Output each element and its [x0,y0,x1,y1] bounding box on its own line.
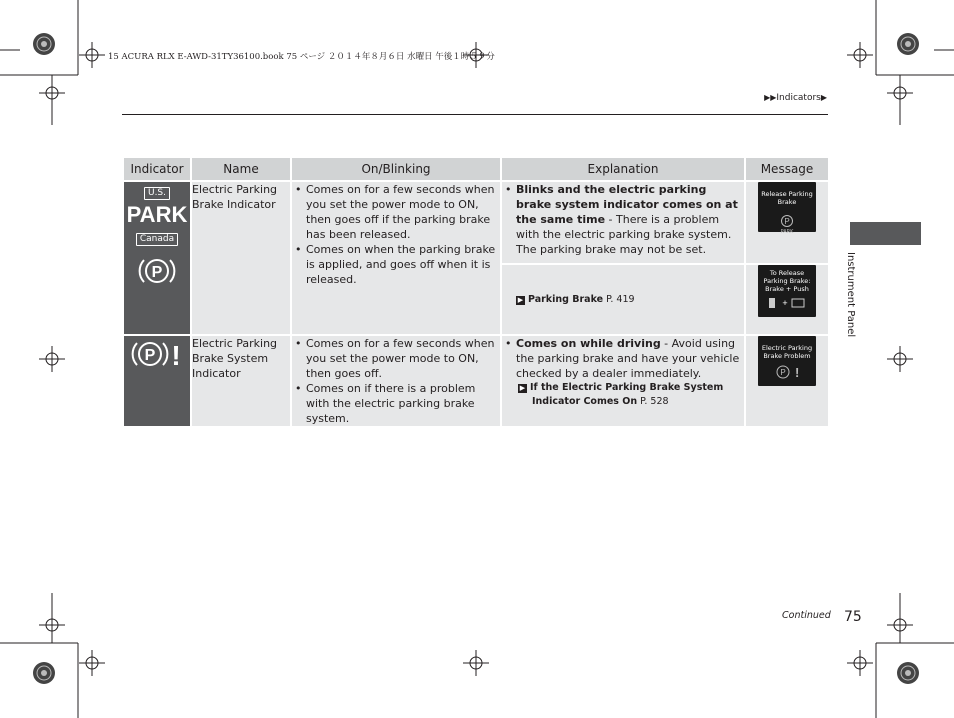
explanation-bold: Blinks and the electric parking brake system indicator comes on at the same time [516,183,738,226]
p-symbol: P [144,347,156,364]
parking-brake-circle-p-icon [124,254,190,292]
breadcrumb-arrow-end: ▶ [820,93,827,102]
breadcrumb[interactable] [764,93,827,103]
xref-title[interactable]: Parking Brake [528,293,604,305]
park-explanation-xref [501,264,745,335]
message-p-icon [758,214,816,230]
message-to-release [745,264,829,335]
list-item: • Comes on for a few seconds when you set the power mode to ON, then goes off. [306,336,500,381]
list-item: • Comes on for a few seconds when you set the power mode to ON, then goes off if the parking brake has been released. [306,182,500,242]
message-sub: PARK [780,229,794,235]
indicator-table [122,156,830,428]
explanation-text: - Avoid using the parking brake and have your vehicle checked by a dealer immediately. [516,337,740,380]
table-header-row [123,157,829,181]
message-brake-problem [745,335,829,427]
xref-parking-brake[interactable] [516,293,744,307]
park-text-icon: PARK [126,202,188,227]
header-explanation: Explanation [501,157,745,181]
message-release-parking-brake [745,181,829,264]
header-name: Name [191,157,291,181]
brake-plus-push-icon [758,296,816,312]
print-info-line: 15 ACURA RLX E-AWD-31TY36100.book 75 ページ ２０１４年８月６日 水曜日 午後１時５９分 [108,52,495,62]
park-on-blinking [291,181,501,335]
page-number: 75 [844,609,862,625]
svg-text:+: + [782,298,788,309]
svg-text:P: P [780,368,786,377]
table-row [123,335,829,427]
header-on-blinking: On/Blinking [291,157,501,181]
park-indicator-name: Electric Parking Brake Indicator [191,181,291,335]
list-item: • Comes on when the parking brake is applied, and goes off when it is released. [306,242,500,287]
explanation-bold: Comes on while driving [516,337,661,350]
list-item: • Comes on if there is a problem with the electric parking brake system. [306,381,500,426]
p-symbol: P [151,264,163,281]
xref-page: P. 419 [603,293,635,305]
exclamation-symbol: ! [171,340,181,371]
park-indicator-cell [123,181,191,335]
list-item [516,182,744,257]
park-explanation-blinking [501,181,745,264]
brake-system-on-blinking [291,335,501,427]
header-indicator: Indicator [123,157,191,181]
header-message: Message [745,157,829,181]
xref-arrow-icon: ▶ [519,384,526,392]
message-warning-icon [758,364,816,382]
brake-system-explanation [501,335,745,427]
continued-label: Continued [782,610,831,621]
xref-arrow-icon: ▶ [517,295,524,304]
section-tab[interactable] [850,222,921,245]
svg-text:!: ! [795,365,800,380]
message-text: Release Parking Brake [761,190,813,206]
xref-brake-system[interactable] [519,381,744,409]
message-text: Electric Parking Brake Problem [761,344,813,360]
svg-text:P: P [784,217,790,226]
message-text: To Release Parking Brake: Brake + Push [763,269,811,294]
xref-page: P. 528 [637,396,669,407]
brake-system-indicator-name: Electric Parking Brake System Indicator [191,335,291,427]
canada-label: Canada [136,233,178,246]
explanation-text: - There is a problem with the electric parking brake system. The parking brake may not be set. [516,213,732,256]
breadcrumb-label[interactable]: Indicators [776,93,821,103]
xref-title[interactable]: If the Electric Parking Brake System Indicator Comes On [530,382,724,407]
header-rule [122,114,828,115]
breadcrumb-arrows: ▶▶ [764,93,777,102]
us-label: U.S. [144,187,170,200]
section-tab-label: Instrument Panel [845,252,856,338]
brake-system-indicator-cell [123,335,191,427]
parking-brake-warning-icon [124,336,190,376]
table-row [123,181,829,264]
list-item [516,336,744,381]
